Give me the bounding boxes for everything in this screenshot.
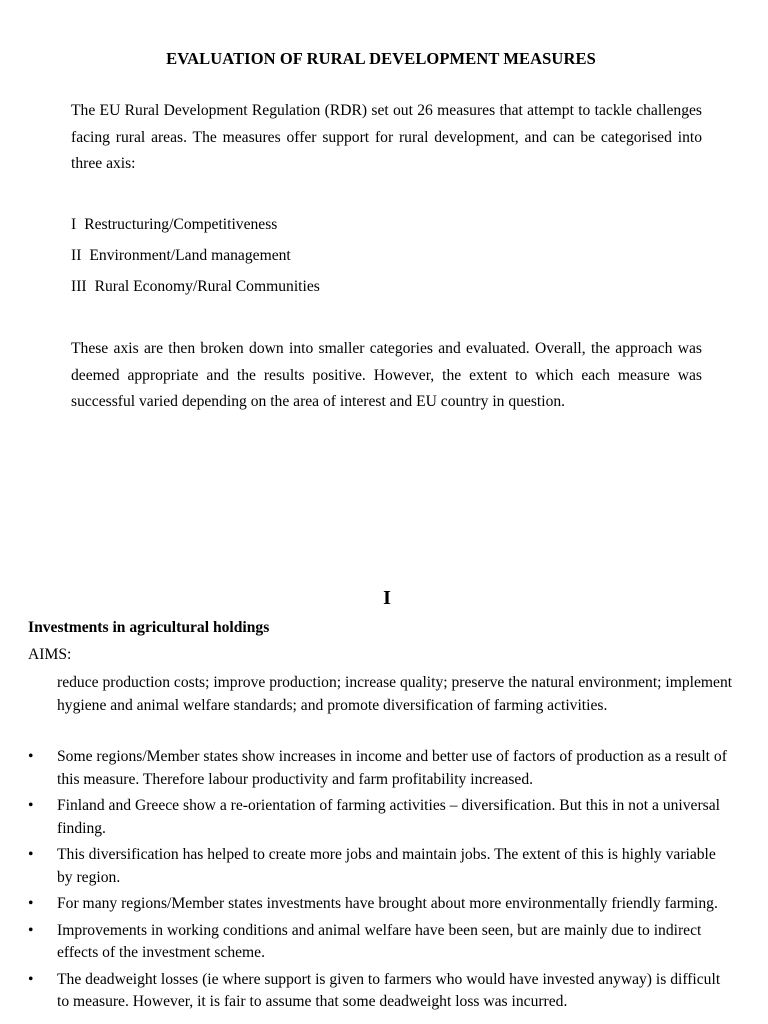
list-item-text: The deadweight losses (ie where support is given to farmers who would have invested anyway) is difficult to measure. However, it is fair to assume that some deadweight loss was incurred. xyxy=(57,970,721,1011)
list-item xyxy=(28,844,733,889)
list-item-text: Improvements in working conditions and animal welfare have been seen, but are mainly due to indirect effects of the investment scheme. xyxy=(57,921,702,962)
list-item xyxy=(28,893,733,916)
axis-item xyxy=(71,274,320,305)
aims-label: AIMS: xyxy=(28,646,72,663)
axis-label: Environment/Land management xyxy=(89,246,291,264)
list-item xyxy=(28,746,733,791)
list-item xyxy=(28,920,733,965)
axis-item xyxy=(71,243,320,274)
page-title: EVALUATION OF RURAL DEVELOPMENT MEASURES xyxy=(166,49,596,68)
bullet-icon: • xyxy=(28,895,34,913)
list-item-text: This diversification has helped to create more jobs and maintain jobs. The extent of this is highly variable by region. xyxy=(57,846,716,886)
section-numeral: I xyxy=(383,587,391,609)
section-heading: Investments in agricultural holdings xyxy=(28,619,270,636)
findings-list xyxy=(28,746,733,1018)
list-item-text: Finland and Greece show a re-orientation of farming activities – diversification. But this in not a universal finding. xyxy=(57,797,720,837)
axis-item xyxy=(71,212,320,243)
list-item-text: For many regions/Member states investments have brought about more environmentally friendly farming. xyxy=(57,895,718,913)
axis-label: Restructuring/Competitiveness xyxy=(84,216,278,233)
bullet-icon: • xyxy=(28,921,34,939)
aims-text: reduce production costs; improve production; increase quality; preserve the natural environment; implement hygiene and animal welfare standards; and promote diversification of farming activities. xyxy=(57,674,733,714)
list-item xyxy=(28,969,733,1014)
axis-numeral: I xyxy=(71,216,77,233)
summary-paragraph: These axis are then broken down into smaller categories and evaluated. Overall, the approach was deemed appropriate and the results positive. However, the extent to which each measure was successful varied depending on the area of interest and EU country in question. xyxy=(71,340,702,410)
axis-numeral: II xyxy=(71,246,82,264)
bullet-icon: • xyxy=(28,970,34,988)
list-item xyxy=(28,795,733,840)
bullet-icon: • xyxy=(28,797,34,815)
list-item-text: Some regions/Member states show increases in income and better use of factors of production as a result of this measure. Therefore labour productivity and farm profitability increased. xyxy=(57,748,727,788)
intro-paragraph: The EU Rural Development Regulation (RDR) set out 26 measures that attempt to tackle challenges facing rural areas. The measures offer support for rural development, and can be categorised into three axis: xyxy=(71,102,702,172)
bullet-icon: • xyxy=(28,846,34,864)
axis-label: Rural Economy/Rural Communities xyxy=(94,277,320,295)
axes-list xyxy=(71,212,320,304)
axis-numeral: III xyxy=(71,277,87,295)
bullet-icon: • xyxy=(28,748,34,765)
